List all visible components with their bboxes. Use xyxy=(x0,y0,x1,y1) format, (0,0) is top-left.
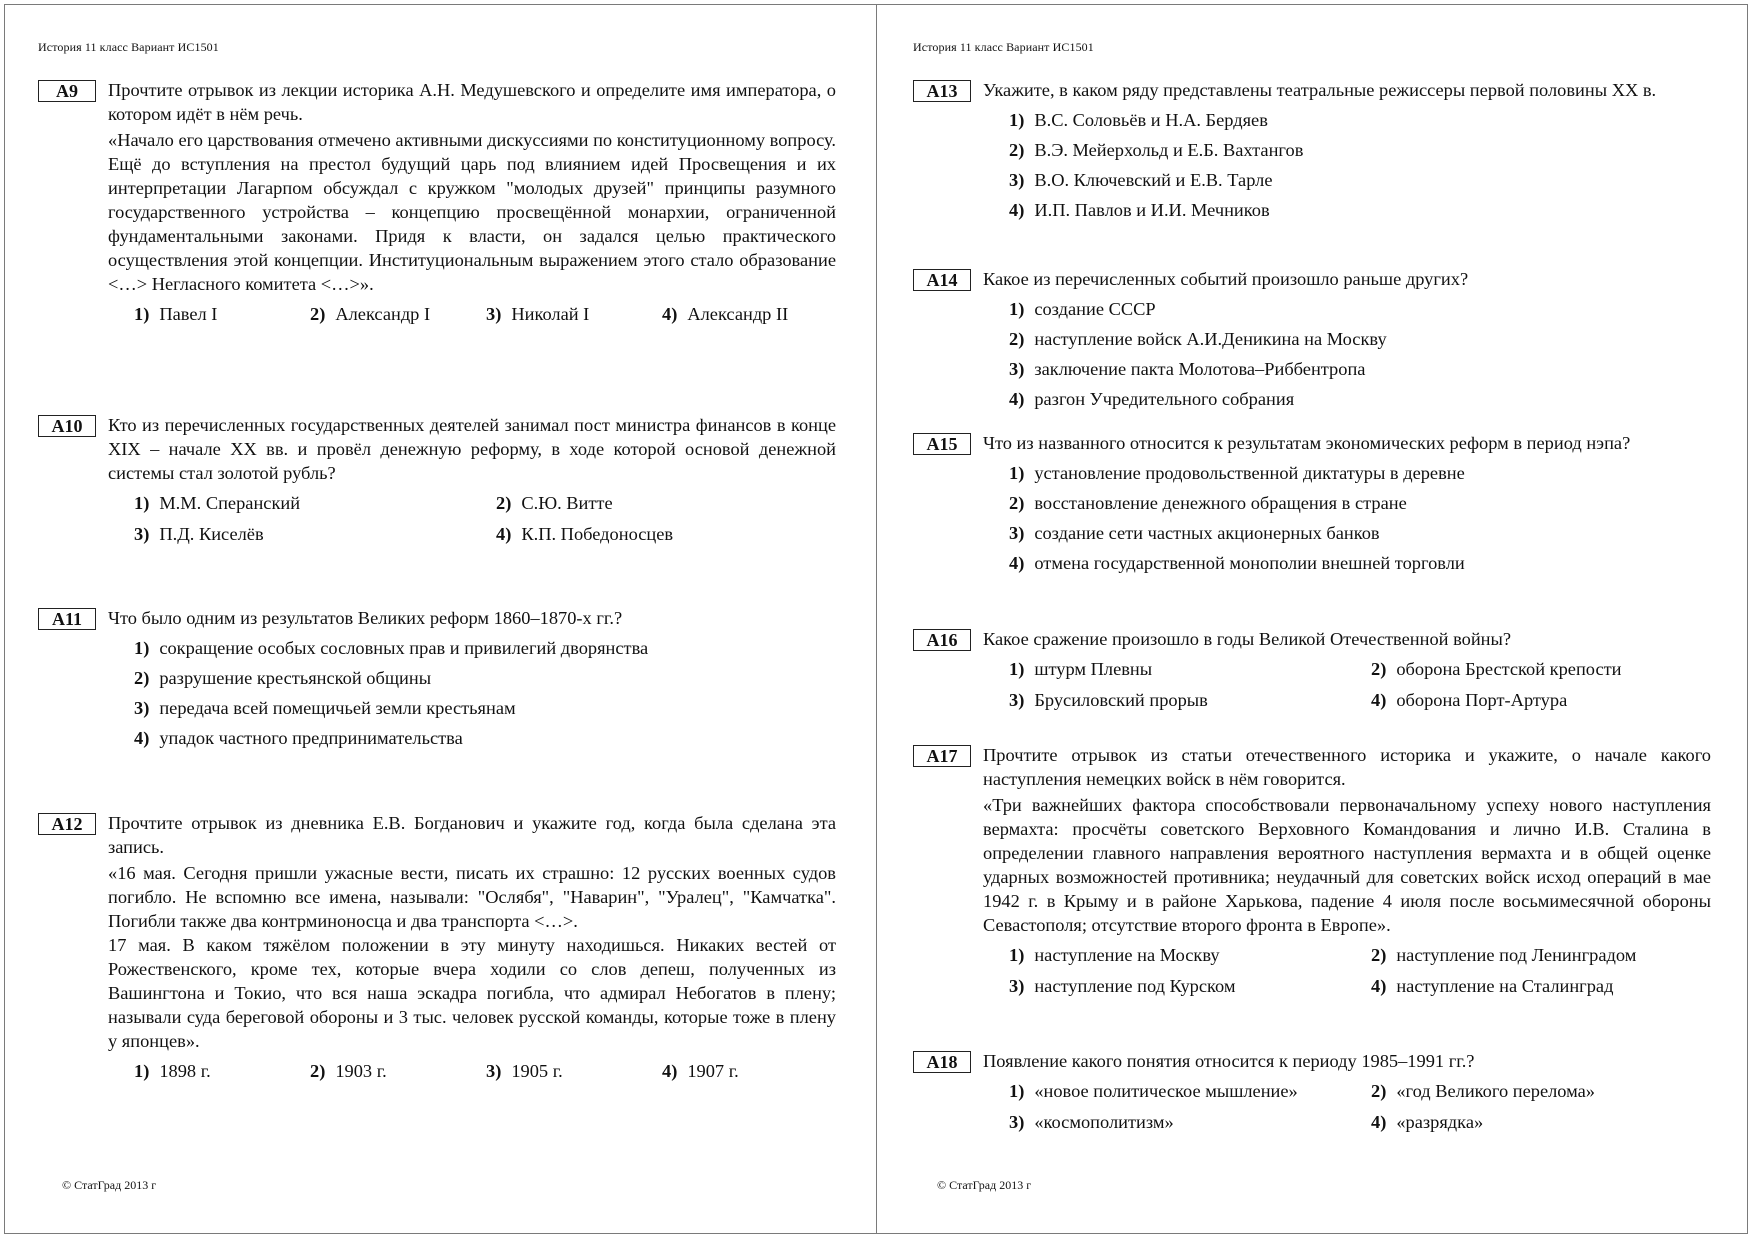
answer-options xyxy=(1009,294,1713,414)
option-text: Александр I xyxy=(335,304,431,324)
option-text: 1903 г. xyxy=(335,1061,387,1081)
question-text xyxy=(983,627,1711,651)
answer-option[interactable] xyxy=(134,488,496,519)
question-label: A16 xyxy=(913,629,971,651)
option-text: восстановление денежного обращения в стране xyxy=(1034,493,1407,513)
option-number: 4) xyxy=(662,304,678,324)
answer-option[interactable] xyxy=(1009,165,1713,195)
option-number: 4) xyxy=(1009,389,1025,409)
answer-option[interactable] xyxy=(134,633,838,663)
page-header: История 11 класс Вариант ИС1501 xyxy=(913,40,1094,54)
option-number: 3) xyxy=(486,1061,502,1081)
option-number: 2) xyxy=(1371,945,1387,965)
answer-option[interactable] xyxy=(1009,324,1713,354)
answer-option[interactable] xyxy=(1371,1107,1733,1138)
option-text: 1905 г. xyxy=(511,1061,563,1081)
option-number: 3) xyxy=(1009,523,1025,543)
question-excerpt: «Три важнейших фактора способствовали первоначальному успеху нового наступления вермахта: просчёты советского Верховного Командования и лично И.В. Сталина в определении главного направления вероятного наступления вермахта и в общей оценке ударных возможностей противника; неудачный для советских войск исход операций в мае 1942 г. в Крыму и в районе Харькова, падение 4 июля после восьмимесячной обороны Севастополя; отсутствие второго фронта в Европе». xyxy=(983,795,1711,935)
option-number: 3) xyxy=(486,304,502,324)
answer-options xyxy=(134,1056,838,1088)
option-number: 3) xyxy=(1009,976,1025,996)
option-text: наступление под Ленинградом xyxy=(1396,945,1637,965)
option-text: Александр II xyxy=(687,304,789,324)
option-text: С.Ю. Витте xyxy=(521,493,613,513)
option-text: И.П. Павлов и И.И. Мечников xyxy=(1034,200,1270,220)
answer-option[interactable] xyxy=(1009,518,1713,548)
answer-option[interactable] xyxy=(486,299,662,329)
page-footer: © СтатГрад 2013 г xyxy=(62,1178,157,1192)
option-text: 1907 г. xyxy=(687,1061,739,1081)
question-text xyxy=(108,413,836,485)
option-number: 3) xyxy=(134,698,150,718)
option-text: создание СССР xyxy=(1034,299,1156,319)
question-label: A11 xyxy=(38,608,96,630)
question-label: A14 xyxy=(913,269,971,291)
answer-option[interactable] xyxy=(1009,488,1713,518)
answer-options xyxy=(134,633,838,753)
question-prompt: Прочтите отрывок из лекции историка А.Н. Медушевского и определите имя императора, о котором идёт в нём речь. xyxy=(108,80,836,124)
option-number: 4) xyxy=(1371,1112,1387,1132)
answer-options xyxy=(1009,458,1713,578)
answer-options xyxy=(134,488,838,550)
option-text: оборона Порт-Артура xyxy=(1396,690,1568,710)
option-number: 1) xyxy=(134,1061,150,1081)
option-number: 1) xyxy=(134,493,150,513)
page-divider xyxy=(876,5,877,1234)
option-text: разгон Учредительного собрания xyxy=(1034,389,1295,409)
answer-option[interactable] xyxy=(1009,105,1713,135)
option-text: наступление на Сталинград xyxy=(1396,976,1614,996)
option-number: 1) xyxy=(1009,299,1025,319)
answer-option[interactable] xyxy=(1371,654,1733,685)
answer-option[interactable] xyxy=(496,488,858,519)
question-block xyxy=(913,743,1713,1002)
answer-option[interactable] xyxy=(134,519,496,550)
question-prompt: Укажите, в каком ряду представлены театральные режиссеры первой половины XX в. xyxy=(983,80,1657,100)
question-label: A9 xyxy=(38,80,96,102)
option-text: К.П. Победоносцев xyxy=(521,524,674,544)
left-page xyxy=(38,0,838,1239)
option-text: В.Э. Мейерхольд и Е.Б. Вахтангов xyxy=(1034,140,1304,160)
answer-option[interactable] xyxy=(1371,940,1733,971)
option-number: 1) xyxy=(1009,110,1025,130)
option-number: 2) xyxy=(1371,659,1387,679)
question-label: A17 xyxy=(913,745,971,767)
option-number: 4) xyxy=(134,728,150,748)
option-number: 1) xyxy=(1009,463,1025,483)
option-number: 3) xyxy=(134,524,150,544)
option-text: Николай I xyxy=(511,304,590,324)
question-text xyxy=(983,743,1711,937)
option-number: 1) xyxy=(1009,659,1025,679)
answer-option[interactable] xyxy=(1009,458,1713,488)
answer-option[interactable] xyxy=(496,519,858,550)
option-text: М.М. Сперанский xyxy=(159,493,301,513)
option-text: Брусиловский прорыв xyxy=(1034,690,1208,710)
answer-option[interactable] xyxy=(1009,354,1713,384)
answer-option[interactable] xyxy=(1371,685,1733,716)
right-page xyxy=(913,0,1713,1239)
question-prompt: Прочтите отрывок из статьи отечественного историка и укажите, о начале какого наступления немецких войск в нём говорится. xyxy=(983,745,1711,789)
option-number: 2) xyxy=(310,1061,326,1081)
question-text xyxy=(983,1049,1711,1073)
answer-options xyxy=(1009,1076,1713,1138)
option-number: 2) xyxy=(1009,329,1025,349)
option-text: «космополитизм» xyxy=(1034,1112,1174,1132)
answer-option[interactable] xyxy=(1009,548,1713,578)
answer-option[interactable] xyxy=(134,663,838,693)
answer-option[interactable] xyxy=(1009,294,1713,324)
option-text: В.С. Соловьёв и Н.А. Бердяев xyxy=(1034,110,1268,130)
page-header: История 11 класс Вариант ИС1501 xyxy=(38,40,219,54)
option-text: наступление на Москву xyxy=(1034,945,1220,965)
option-number: 3) xyxy=(1009,1112,1025,1132)
option-text: «разрядка» xyxy=(1396,1112,1484,1132)
option-number: 4) xyxy=(1009,200,1025,220)
option-text: отмена государственной монополии внешней торговли xyxy=(1034,553,1465,573)
question-excerpt: «Начало его царствования отмечено активными дискуссиями по конституционному вопросу. Ещё до вступления на престол будущий царь под влиянием идей Просвещения и их интерпретации Лагарпом обсуждал с кружком "молодых друзей" принципы разумного государственного устройства – концепцию просвещённой монархии, ограниченной фундаментальными законами. Придя к власти, он задался целью практического осуществления этой концепции. Институциональным выражением этого стало образование <…> Негласного комитета <…>». xyxy=(108,130,836,294)
question-label: A13 xyxy=(913,80,971,102)
option-text: установление продовольственной диктатуры в деревне xyxy=(1034,463,1465,483)
answer-option[interactable] xyxy=(1009,384,1713,414)
question-prompt: Что было одним из результатов Великих реформ 1860–1870-х гг.? xyxy=(108,608,623,628)
page-footer: © СтатГрад 2013 г xyxy=(937,1178,1032,1192)
question-text xyxy=(983,267,1711,291)
option-text: 1898 г. xyxy=(159,1061,211,1081)
question-text xyxy=(108,811,836,1053)
question-text xyxy=(983,78,1711,102)
question-block xyxy=(913,1049,1713,1138)
answer-option[interactable] xyxy=(1009,1076,1371,1107)
option-number: 4) xyxy=(662,1061,678,1081)
option-number: 1) xyxy=(134,304,150,324)
question-text xyxy=(983,431,1711,455)
answer-option[interactable] xyxy=(310,299,486,329)
question-block xyxy=(38,811,838,1088)
question-block xyxy=(38,413,838,550)
answer-option[interactable] xyxy=(1009,685,1371,716)
answer-option[interactable] xyxy=(134,693,838,723)
option-text: оборона Брестской крепости xyxy=(1396,659,1622,679)
option-number: 3) xyxy=(1009,690,1025,710)
option-text: Павел I xyxy=(159,304,218,324)
option-number: 3) xyxy=(1009,170,1025,190)
question-excerpt: 17 мая. В каком тяжёлом положении в эту минуту находишься. Никаких вестей от Рожественского, кроме тех, которые вчера ходили со слов депеш, полученных из Вашингтона и Токио, что вся наша эскадра погибла, что адмирал Небогатов в плену; называли суда береговой обороны и 3 тыс. человек русской команды, которые тоже в плену у японцев». xyxy=(108,935,836,1051)
option-text: сокращение особых сословных прав и привилегий дворянства xyxy=(159,638,649,658)
question-label: A12 xyxy=(38,813,96,835)
answer-option[interactable] xyxy=(134,1056,310,1086)
option-text: «год Великого перелома» xyxy=(1396,1081,1596,1101)
question-block xyxy=(913,78,1713,225)
question-label: A10 xyxy=(38,415,96,437)
option-text: наступление войск А.И.Деникина на Москву xyxy=(1034,329,1387,349)
option-number: 2) xyxy=(134,668,150,688)
answer-option[interactable] xyxy=(662,299,838,329)
option-number: 1) xyxy=(1009,945,1025,965)
question-label: A18 xyxy=(913,1051,971,1073)
option-number: 3) xyxy=(1009,359,1025,379)
option-number: 1) xyxy=(1009,1081,1025,1101)
option-number: 2) xyxy=(1371,1081,1387,1101)
answer-option[interactable] xyxy=(1371,1076,1733,1107)
question-block xyxy=(913,267,1713,414)
option-number: 2) xyxy=(1009,493,1025,513)
question-label: A15 xyxy=(913,433,971,455)
option-number: 4) xyxy=(1371,690,1387,710)
option-text: разрушение крестьянской общины xyxy=(159,668,432,688)
answer-option[interactable] xyxy=(134,299,310,329)
answer-option[interactable] xyxy=(1371,971,1733,1002)
question-excerpt: «16 мая. Сегодня пришли ужасные вести, писать их страшно: 12 русских военных судов погибло. Не вспомню все имена, называли: "Ослябя", "Наварин", "Уралец", "Камчатка". Погибли также два контрминоносца и два транспорта <…>. xyxy=(108,863,836,931)
question-text xyxy=(108,606,836,630)
answer-option[interactable] xyxy=(1009,971,1371,1002)
question-block xyxy=(913,627,1713,716)
option-number: 4) xyxy=(1009,553,1025,573)
answer-option[interactable] xyxy=(486,1056,662,1086)
option-text: упадок частного предпринимательства xyxy=(159,728,463,748)
answer-option[interactable] xyxy=(310,1056,486,1086)
answer-options xyxy=(1009,654,1713,716)
option-number: 2) xyxy=(310,304,326,324)
option-number: 4) xyxy=(496,524,512,544)
question-block xyxy=(38,78,838,331)
answer-option[interactable] xyxy=(1009,654,1371,685)
option-number: 2) xyxy=(496,493,512,513)
answer-option[interactable] xyxy=(1009,940,1371,971)
option-text: штурм Плевны xyxy=(1034,659,1153,679)
question-prompt: Кто из перечисленных государственных деятелей занимал пост министра финансов в конце XIX – начале XX вв. и провёл денежную реформу, в ходе которой основой денежной системы стал золотой рубль? xyxy=(108,415,836,483)
option-text: создание сети частных акционерных банков xyxy=(1034,523,1380,543)
answer-option[interactable] xyxy=(1009,1107,1371,1138)
question-text xyxy=(108,78,836,296)
option-number: 1) xyxy=(134,638,150,658)
option-number: 2) xyxy=(1009,140,1025,160)
option-text: «новое политическое мышление» xyxy=(1034,1081,1298,1101)
answer-option[interactable] xyxy=(662,1056,838,1086)
answer-options xyxy=(134,299,838,331)
option-text: В.О. Ключевский и Е.В. Тарле xyxy=(1034,170,1273,190)
answer-option[interactable] xyxy=(1009,195,1713,225)
option-text: заключение пакта Молотова–Риббентропа xyxy=(1034,359,1366,379)
option-text: наступление под Курском xyxy=(1034,976,1236,996)
answer-options xyxy=(1009,105,1713,225)
question-prompt: Появление какого понятия относится к периоду 1985–1991 гг.? xyxy=(983,1051,1475,1071)
answer-option[interactable] xyxy=(134,723,838,753)
question-block xyxy=(913,431,1713,578)
option-text: П.Д. Киселёв xyxy=(159,524,264,544)
question-block xyxy=(38,606,838,753)
question-prompt: Что из названного относится к результатам экономических реформ в период нэпа? xyxy=(983,433,1631,453)
answer-option[interactable] xyxy=(1009,135,1713,165)
option-number: 4) xyxy=(1371,976,1387,996)
question-prompt: Какое сражение произошло в годы Великой Отечественной войны? xyxy=(983,629,1512,649)
question-prompt: Прочтите отрывок из дневника Е.В. Богданович и укажите год, когда была сделана эта запись. xyxy=(108,813,836,857)
answer-options xyxy=(1009,940,1713,1002)
option-text: передача всей помещичьей земли крестьянам xyxy=(159,698,516,718)
question-prompt: Какое из перечисленных событий произошло раньше других? xyxy=(983,269,1469,289)
